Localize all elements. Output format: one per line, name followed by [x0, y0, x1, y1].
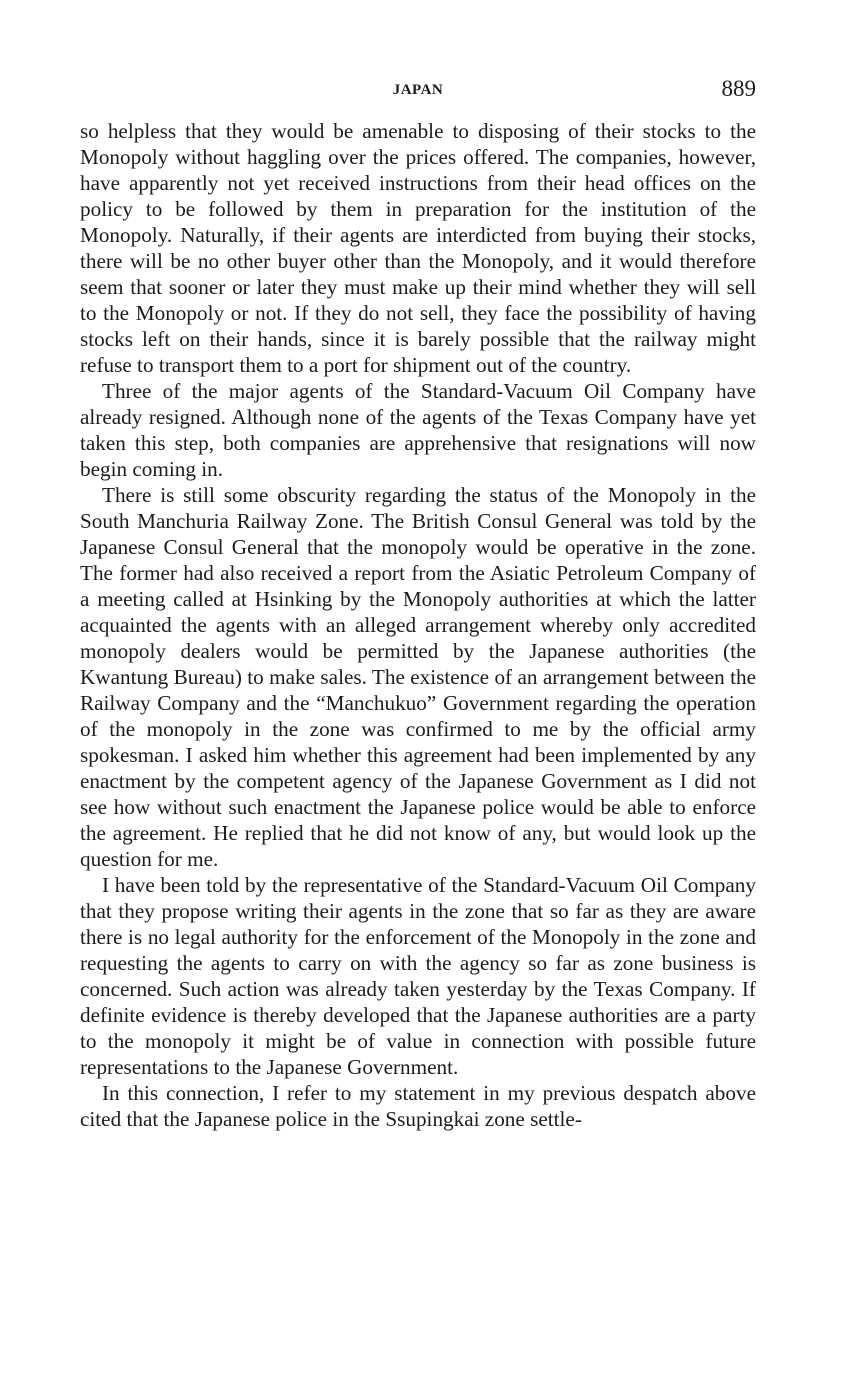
running-title: JAPAN	[392, 82, 444, 98]
paragraph-standard-vacuum-plan: I have been told by the representative of the Standard-Vacuum Oil Company that they propose writing their agents in the zone that so far as they are aware there is no legal authority for the enforcement of the Monopoly in the zone and requesting the agents to carry on with the agency so far as zone business is concerned. Such action was already taken yesterday by the Texas Company. If definite evidence is thereby developed that the Japanese authorities are a party to the monopoly it might be of value in connection with possible future representations to the Japanese Government.	[80, 873, 756, 1079]
paragraph-agents-resigned: Three of the major agents of the Standard-Vacuum Oil Company have already resigned. Although none of the agents of the Texas Company have yet taken this step, both companies are apprehensive that resignations will now begin coming in.	[80, 379, 756, 481]
document-page	[80, 78, 756, 1132]
body-text	[80, 118, 756, 1132]
paragraph-continued: so helpless that they would be amenable to disposing of their stocks to the Monopoly without haggling over the prices offered. The companies, however, have apparently not yet received instructions from their head offices on the policy to be followed by them in preparation for the institution of the Monopoly. Naturally, if their agents are interdicted from buying their stocks, there will be no other buyer other than the Monopoly, and it would therefore seem that sooner or later they must make up their mind whether they will sell to the Monopoly or not. If they do not sell, they face the possibility of having stocks left on their hands, since it is barely possible that the railway might refuse to transport them to a port for shipment out of the country.	[80, 119, 756, 377]
paragraph-ssupingkai-reference: In this connection, I refer to my statement in my previous despatch above cited that the Japanese police in the Ssupingkai zone settle-	[80, 1081, 756, 1131]
page-number: 889	[721, 76, 756, 101]
running-header	[80, 78, 756, 106]
paragraph-railway-zone-status: There is still some obscurity regarding the status of the Monopoly in the South Manchuria Railway Zone. The British Consul General was told by the Japanese Consul General that the monopoly would be operative in the zone. The former had also received a report from the Asiatic Petroleum Company of a meeting called at Hsinking by the Monopoly authorities at which the latter acquainted the agents with an alleged arrangement whereby only accredited monopoly dealers would be permitted by the Japanese authorities (the Kwantung Bureau) to make sales. The existence of an arrangement between the Railway Company and the “Manchukuo” Government regarding the operation of the monopoly in the zone was confirmed to me by the official army spokesman. I asked him whether this agreement had been implemented by any enactment by the competent agency of the Japanese Government as I did not see how without such enactment the Japanese police would be able to enforce the agreement. He replied that he did not know of any, but would look up the question for me.	[80, 483, 756, 871]
